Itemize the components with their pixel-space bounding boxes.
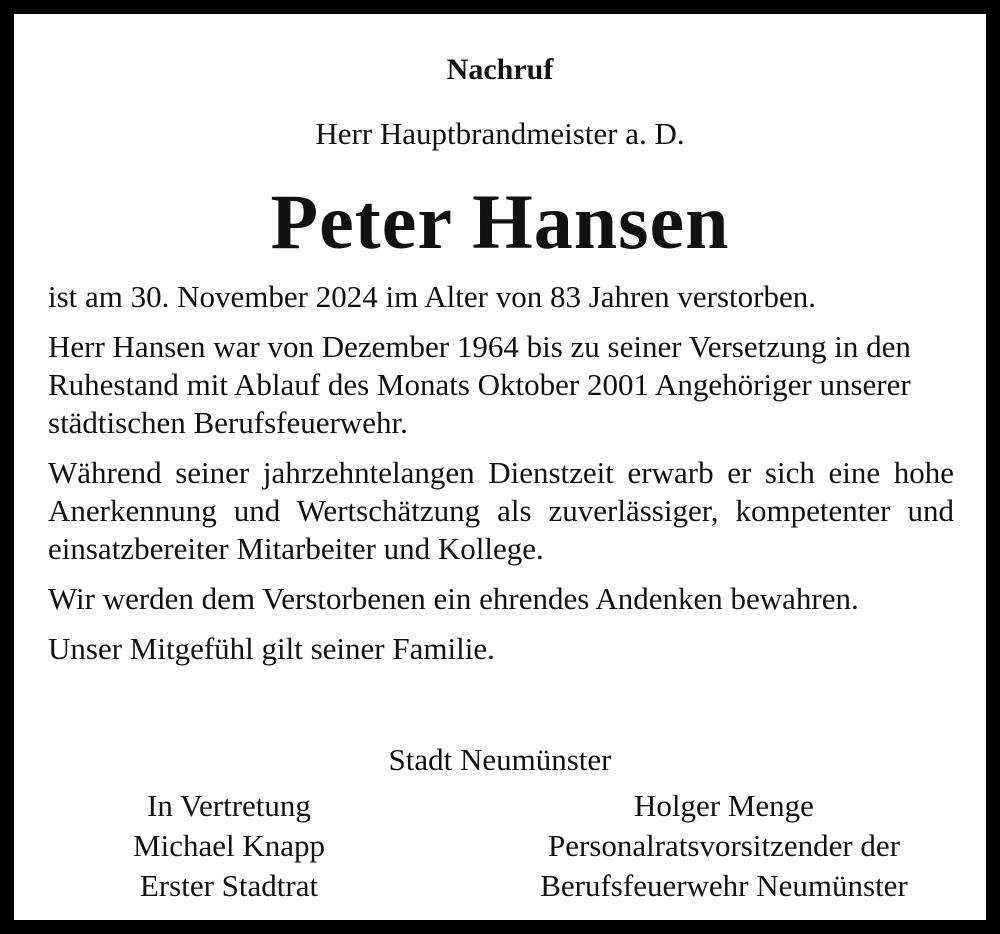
signatory-right-title-1: Personalratsvorsitzender der: [547, 828, 901, 863]
paragraph-recognition: Während seiner jahrzehntelangen Dienstzeit erwarb er sich eine hohe Anerkennung und Wertschätzung als zuverlässiger, kompetenter und einsatzbereiter Mitarbeiter und Kollege.: [48, 455, 954, 566]
signatory-right: [484, 786, 964, 906]
paragraph-death-date: ist am 30. November 2024 im Alter von 83 Jahren verstorben.: [48, 279, 816, 314]
notice-body: [48, 278, 954, 680]
signatory-left-name: Michael Knapp: [133, 828, 325, 863]
deceased-rank: Herr Hauptbrandmeister a. D.: [315, 116, 685, 151]
signatory-left: [74, 786, 384, 906]
paragraph-remembrance: Wir werden dem Verstorbenen ein ehrendes Andenken bewahren.: [48, 581, 859, 616]
signatory-left-title: Erster Stadtrat: [139, 868, 319, 903]
signatory-right-title-2: Berufsfeuerwehr Neumünster: [540, 868, 908, 903]
signatory-left-line-1: In Vertretung: [147, 788, 311, 823]
deceased-name: Peter Hansen: [270, 178, 730, 265]
paragraph-service: Herr Hansen war von Dezember 1964 bis zu seiner Versetzung in den Ruhestand mit Ablauf des Monats Oktober 2001 Angehöriger unserer städtischen Berufsfeuerwehr.: [48, 329, 911, 440]
notice-heading: Nachruf: [446, 53, 554, 86]
paragraph-condolence: Unser Mitgefühl gilt seiner Familie.: [48, 631, 495, 666]
issuer-city: Stadt Neumünster: [388, 742, 612, 777]
signatory-right-name: Holger Menge: [634, 788, 814, 823]
